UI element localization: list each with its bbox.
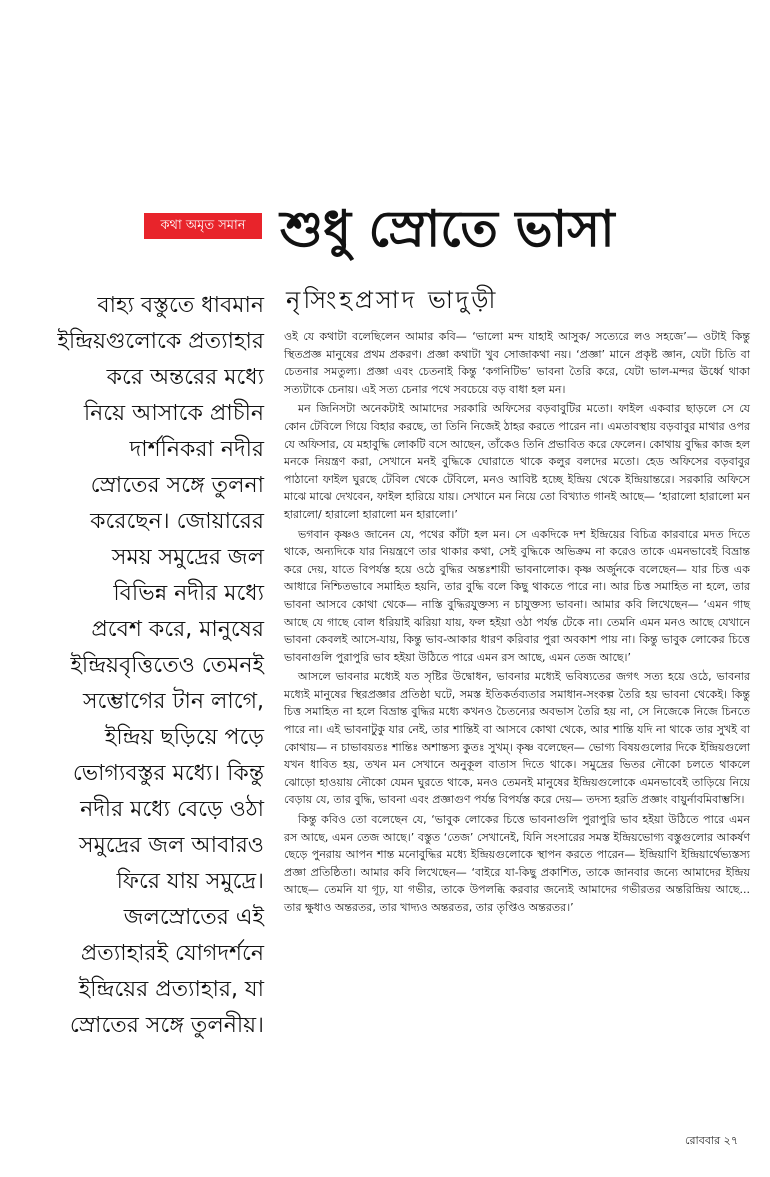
pull-quote-line: সময় সমুদ্রের জল: [111, 545, 264, 570]
pull-quote-line: করেছেন। জোয়ারের: [90, 509, 264, 534]
body-paragraph: ওই যে কথাটা বলেছিলেন আমার কবি— ‘ভালো মন্দ যাহাই আসুক/ সত্যেরে লও সহজে’— ওটাই কিন্তু স্থিতপ্রজ্ঞ মানুষের প্রথম প্রকরণ। প্রজ্ঞা কথাটা খুব সোজাকথা নয়। ‘প্রজ্ঞা’ মানে প্রকৃষ্ট জ্ঞান, যেটা চিতি বা চেতনার সমতুল্য। প্রজ্ঞা এবং চেতনাই কিন্তু ‘কগনিটিভ’ ভাবনা তৈরি করে, যেটা ভাল-মন্দর ঊর্ধ্বে থাকা সত্যটাকে চেনায়। এই সত্য চেনার পথে সবচেয়ে বড় বাধা হল মন।: [284, 330, 750, 396]
pull-quote-line: করে অন্তরের মধ্যে: [106, 365, 264, 390]
pull-quote-line: ভোগ্যবস্তুর মধ্যে। কিন্তু: [72, 761, 264, 786]
pull-quote-line: বিভিন্ন নদীর মধ্যে: [113, 581, 264, 606]
pull-quote-line: দার্শনিকরা নদীর: [129, 437, 264, 462]
body-paragraph: ভগবান কৃষ্ণও জানেন যে, পথের কাঁটা হল মন। সে একদিকে দশ ইন্দ্রিয়ের বিচিত্র কারবারে মদত দিতে থাকে, অন্যদিকে যার নিয়ন্ত্রণে তার থাকার কথা, সেই বুদ্ধিকে অভিক্রম না করেও তাকে এমনভাবেই বিভ্রান্ত করে দেয়, যাতে বিপর্যস্ত হয়ে ওঠে বুদ্ধির অন্তঃশায়ী ভাবনালোক। কৃষ্ণ অর্জুনকে বলেছেন— যার চিত্ত এক আধারে নিশ্চিতভাবে সমাহিত হয়নি, তার বুদ্ধি বলে কিছু থাকতে পারে না। আর চিত্ত সমাহিত না হলে, তার ভাবনা আসবে কোথা থেকে— নাস্তি বুদ্ধিরযুক্তস্য ন চাযুক্তস্য ভাবনা। আমার কবি লিখেছেন— ‘এমন গাছ আছে যে গাছে বোল ধরিয়াই ঝরিয়া যায়, ফল হইয়া ওঠা পর্যন্ত টেকে না। তেমনি এমন মনও আছে যেখানে ভাবনা কেবলই আসে-যায়, কিন্তু ভাব-আকার ধারণ করিবার পুরা অবকাশ পায় না। কিন্তু ভাবুক লোকের চিত্তে ভাবনাগুলি পুরাপুরি ভাব হইয়া উঠিতে পারে এমন রস আছে, এমন তেজ আছে।’: [284, 527, 750, 664]
pull-quote-line: বাহ্য বস্তুতে ধাবমান: [97, 293, 264, 318]
body-paragraph: মন জিনিসটা অনেকটাই আমাদের সরকারি অফিসের বড়বাবুটির মতো। ফাইল একবার ছাড়লে সে যে কোন টেবিলে গিয়ে বিহার করছে, তা তিনি নিজেই ঠাহর করতে পারেন না। এমতাবস্থায় বড়বাবুর মাথার ওপর যে অফিসার, যে মহাবুদ্ধি লোকটি বসে আছেন, তাঁকেও তিনি প্রভাবিত করে ফেলেন। কোথায় বুদ্ধির কাজ হল মনকে নিয়ন্ত্রণ করা, সেখানে মনই বুদ্ধিকে ঘোরাতে থাকে কলুর বলদের মতো। হেড অফিসের বড়বাবুর পাঠানো ফাইল ঘুরছে টেবিল থেকে টেবিলে, মনও আবিষ্ট হচ্ছে ইন্দ্রিয় থেকে ইন্দ্রিয়ান্তরে। সরকারি অফিসে মাঝে মাঝে দেখবেন, ফাইল হারিয়ে যায়। সেখানে মন নিয়ে তো বিখ্যাত গানই আছে— ‘হারালো হারালো মন হারালো/ হারালো হারালো মন হারালো।’: [284, 402, 750, 521]
pull-quote-line: জলস্রোতের এই: [123, 905, 264, 930]
pull-quote-line: ইন্দ্রিয় ছড়িয়ে পড়ে: [104, 725, 264, 750]
pull-quote-line: স্রোতের সঙ্গে তুলনীয়।: [69, 1013, 264, 1038]
pull-quote-line: ফিরে যায় সমুদ্রে।: [116, 869, 264, 894]
article-title: শুধু স্রোতে ভাসা: [280, 199, 615, 258]
page-folio: রোববার ২৭: [685, 1134, 738, 1147]
pull-quote-line: স্রোতের সঙ্গে তুলনা: [90, 473, 264, 498]
author-byline: নৃসিংহপ্রসাদ ভাদুড়ী: [286, 286, 499, 314]
article-body: [284, 328, 750, 919]
pull-quote-line: ইন্দ্রিয়গুলোকে প্রত্যাহার: [57, 329, 264, 354]
pull-quote-line: প্রবেশ করে, মানুষের: [91, 617, 264, 642]
pull-quote-line: সমুদ্রের জল আবারও: [79, 833, 264, 858]
pull-quote-line: ইন্দ্রিয়ের প্রত্যাহার, যা: [78, 977, 264, 1002]
pull-quote-line: নদীর মধ্যে বেড়ে ওঠা: [80, 797, 264, 822]
column-rubric-badge: কথা অমৃত সমান: [144, 213, 262, 239]
body-paragraph: আসলে ভাবনার মধ্যেই যত সৃষ্টির উদ্বোধন, ভাবনার মধ্যেই ভবিষ্যতের জগৎ সত্য হয়ে ওঠে, ভাবনার মধ্যেই মানুষের স্থিরপ্রজ্ঞার প্রতিষ্ঠা ঘটে, সমস্ত ইতিকর্তব্যতার সমাধান-সংকল্প তৈরি হয় ভাবনা থেকেই। কিন্তু চিত্ত সমাহিত না হলে বিভ্রান্ত বুদ্ধির মধ্যে কখনও চৈতন্যের অবভাস তৈরি হয় না, সে নিজেকে নিজে চিনতে পারে না। এই ভাবনাটুকু যার নেই, তার শান্তিই বা আসবে কোথা থেকে, আর শান্তি যদি না থাকে তার সুখই বা কোথায়— ন চাভাবয়তঃ শান্তিঃ অশান্তস্য কুতঃ সুখম্। কৃষ্ণ বলেছেন— ভোগ্য বিষয়গুলোর দিকে ইন্দ্রিয়গুলো যখন ধাবিত হয়, তখন মন সেখানে অনুকূল বাতাস দিতে থাকে। সমুদ্রের ভিতর নৌকো চলতে থাকলে ঝোড়ো হাওয়ায় নৌকো যেমন ঘুরতে থাকে, মনও তেমনই মানুষের ইন্দ্রিয়গুলোকে এমনভাবেই তাড়িয়ে নিয়ে বেড়ায় যে, তার বুদ্ধি, ভাবনা এবং প্রজ্ঞাগুণ পর্যন্ত বিপর্যস্ত করে দেয়— তদস্য হরতি প্রজ্ঞাং বায়ুর্নাবমিবাম্ভসি।: [284, 670, 750, 807]
pull-quote: [38, 288, 264, 1044]
body-paragraph: কিন্তু কবিও তো বলেছেন যে, ‘ভাবুক লোকের চিত্তে ভাবনাগুলি পুরাপুরি ভাব হইয়া উঠিতে পারে এমন রস আছে, এমন তেজ আছে।’ বস্তুত ‘তেজ’ সেখানেই, যিনি সংসারের সমস্ত ইন্দ্রিয়ভোগ্য বস্তুগুলোর আকর্ষণ ছেড়ে পুনরায় আপন শান্ত মনোবুদ্ধির মধ্যে ইন্দ্রিয়গুলোকে স্থাপন করতে পারেন— ইন্দ্রিয়াণি ইন্দ্রিয়ার্থেভ্যস্তস্য প্রজ্ঞা প্রতিষ্ঠিতা। আমার কবি লিখেছেন— ‘বাইরে যা-কিছু প্রকাশিত, তাকে জানবার জন্যে আমাদের ইন্দ্রিয় আছে— তেমনি যা গূঢ়, যা গভীর, তাকে উপলব্ধি করবার জন্যেই আমাদের গভীরতর অন্তরিন্দ্রিয় আছে... তার ক্ষুধাও অন্তরতর, তার খাদ্যও অন্তরতর, তার তৃপ্তিও অন্তরতর।’: [284, 813, 750, 914]
pull-quote-line: প্রত্যাহারই যোগদর্শনে: [80, 941, 264, 966]
pull-quote-line: সম্ভোগের টান লাগে,: [82, 689, 264, 714]
pull-quote-line: ইন্দ্রিয়বৃত্তিতেও তেমনই: [70, 653, 264, 678]
pull-quote-line: নিয়ে আসাকে প্রাচীন: [83, 401, 264, 426]
